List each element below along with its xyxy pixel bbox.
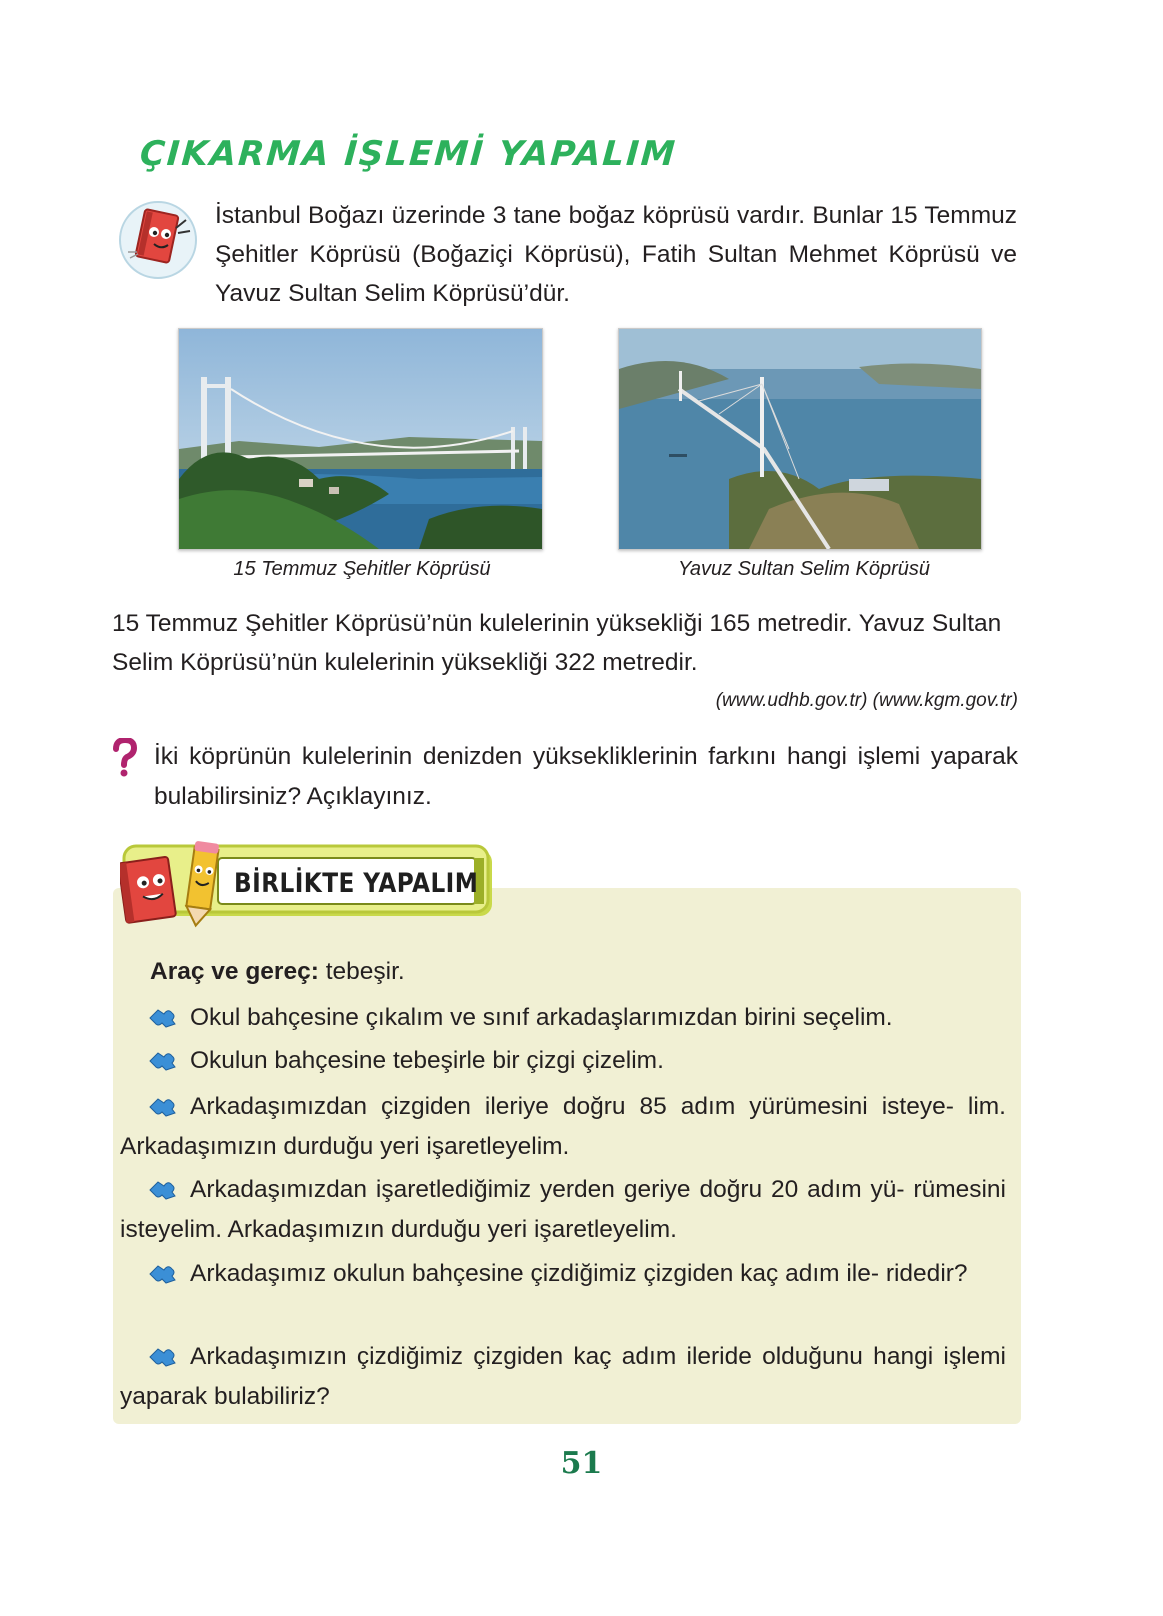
puzzle-bullet-icon <box>148 1340 178 1362</box>
activity-step <box>120 1087 1006 1167</box>
activity-step <box>120 998 1006 1038</box>
activity-step <box>120 1170 1006 1250</box>
source-reference: (www.udhb.gov.tr) (www.kgm.gov.tr) <box>715 690 1018 711</box>
puzzle-bullet-icon <box>148 1090 178 1112</box>
question-mark-icon <box>112 738 138 778</box>
activity-step-text: Arkadaşımızdan çizgiden ileriye doğru 85 adım yürümesini isteye- lim. Arkadaşımızın durduğu yeri işaretleyelim. <box>120 1093 1006 1160</box>
bridge-photo-yavuz-sultan-selim <box>618 328 982 550</box>
question-text: İki köprünün kulelerinin denizden yüksekliklerinin farkını hangi işlemi yaparak bulabilirsiniz? Açıklayınız. <box>154 743 1018 810</box>
photo-caption-1: 15 Temmuz Şehitler Köprüsü <box>233 558 491 580</box>
page-number: 51 <box>560 1446 603 1481</box>
facts-paragraph: 15 Temmuz Şehitler Köprüsü’nün kulelerinin yüksekliği 165 metredir. Yavuz Sultan Selim Köprüsü’nün kulelerinin yüksekliği 322 metredir. <box>112 610 1002 676</box>
puzzle-bullet-icon <box>148 1173 178 1195</box>
activity-step <box>120 1041 1006 1081</box>
activity-step-text: Arkadaşımızın çizdiğimiz çizgiden kaç adım ileride olduğunu hangi işlemi yaparak bulabiliriz? <box>120 1343 1006 1410</box>
tools-label: Araç ve gereç: <box>150 958 319 985</box>
activity-step <box>120 1337 1006 1417</box>
puzzle-bullet-icon <box>148 1001 178 1023</box>
tools-value: tebeşir. <box>318 958 405 985</box>
photo-caption-2: Yavuz Sultan Selim Köprüsü <box>678 558 930 580</box>
activity-banner-title: BİRLİKTE YAPALIM <box>234 868 479 899</box>
intro-paragraph: İstanbul Boğazı üzerinde 3 tane boğaz köprüsü vardır. Bunlar 15 Temmuz Şehitler Köprüsü (Boğaziçi Köprüsü), Fatih Sultan Mehmet Köprüsü ve Yavuz Sultan Selim Köprüsü’dür. <box>215 202 1017 307</box>
activity-step-text: Arkadaşımızdan işaretlediğimiz yerden geriye doğru 20 adım yü- rümesini isteyelim. Arkadaşımızın durduğu yeri işaretleyelim. <box>120 1176 1006 1243</box>
bridge-photo-15-temmuz <box>178 328 543 550</box>
activity-step-text: Okul bahçesine çıkalım ve sınıf arkadaşlarımızdan birini seçelim. <box>190 1004 893 1031</box>
puzzle-bullet-icon <box>148 1257 178 1279</box>
section-title: ÇIKARMA İŞLEMİ YAPALIM <box>138 134 679 174</box>
puzzle-bullet-icon <box>148 1044 178 1066</box>
tools-line <box>150 958 405 986</box>
book-mascot-icon <box>118 200 198 280</box>
activity-step <box>120 1254 1006 1294</box>
activity-step-text: Arkadaşımız okulun bahçesine çizdiğimiz çizgiden kaç adım ile- ridedir? <box>190 1260 968 1287</box>
activity-step-text: Okulun bahçesine tebeşirle bir çizgi çizelim. <box>190 1047 664 1074</box>
